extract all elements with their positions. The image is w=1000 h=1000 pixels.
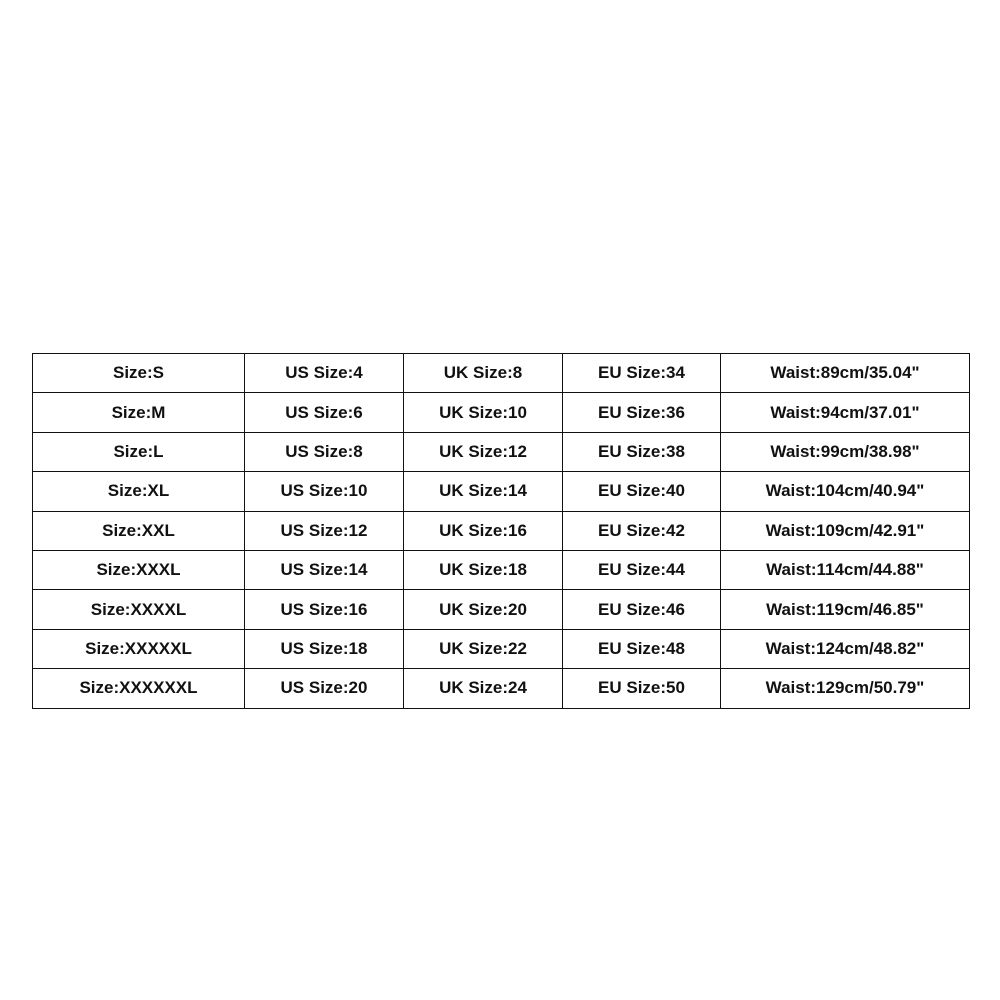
table-row bbox=[33, 629, 970, 668]
us-size-cell: US Size:14 bbox=[245, 550, 404, 589]
size-cell: Size:XXXL bbox=[33, 550, 245, 589]
eu-size-cell: EU Size:38 bbox=[563, 432, 721, 471]
waist-cell: Waist:114cm/44.88" bbox=[721, 550, 970, 589]
eu-size-cell: EU Size:46 bbox=[563, 590, 721, 629]
waist-cell: Waist:124cm/48.82" bbox=[721, 629, 970, 668]
size-cell: Size:M bbox=[33, 393, 245, 432]
eu-size-cell: EU Size:34 bbox=[563, 354, 721, 393]
us-size-cell: US Size:8 bbox=[245, 432, 404, 471]
table-row bbox=[33, 511, 970, 550]
uk-size-cell: UK Size:10 bbox=[404, 393, 563, 432]
size-cell: Size:XXXXXL bbox=[33, 629, 245, 668]
eu-size-cell: EU Size:44 bbox=[563, 550, 721, 589]
size-cell: Size:XL bbox=[33, 472, 245, 511]
size-cell: Size:XXXXL bbox=[33, 590, 245, 629]
waist-cell: Waist:94cm/37.01" bbox=[721, 393, 970, 432]
table-row bbox=[33, 669, 970, 708]
size-cell: Size:L bbox=[33, 432, 245, 471]
table-row bbox=[33, 472, 970, 511]
waist-cell: Waist:129cm/50.79" bbox=[721, 669, 970, 708]
table-row bbox=[33, 432, 970, 471]
uk-size-cell: UK Size:24 bbox=[404, 669, 563, 708]
waist-cell: Waist:109cm/42.91" bbox=[721, 511, 970, 550]
waist-cell: Waist:89cm/35.04" bbox=[721, 354, 970, 393]
us-size-cell: US Size:18 bbox=[245, 629, 404, 668]
uk-size-cell: UK Size:20 bbox=[404, 590, 563, 629]
size-cell: Size:S bbox=[33, 354, 245, 393]
uk-size-cell: UK Size:18 bbox=[404, 550, 563, 589]
eu-size-cell: EU Size:48 bbox=[563, 629, 721, 668]
size-chart-table bbox=[32, 353, 970, 709]
uk-size-cell: UK Size:8 bbox=[404, 354, 563, 393]
table-row bbox=[33, 393, 970, 432]
eu-size-cell: EU Size:50 bbox=[563, 669, 721, 708]
table-row bbox=[33, 590, 970, 629]
waist-cell: Waist:104cm/40.94" bbox=[721, 472, 970, 511]
us-size-cell: US Size:10 bbox=[245, 472, 404, 511]
uk-size-cell: UK Size:22 bbox=[404, 629, 563, 668]
waist-cell: Waist:119cm/46.85" bbox=[721, 590, 970, 629]
uk-size-cell: UK Size:16 bbox=[404, 511, 563, 550]
size-cell: Size:XXL bbox=[33, 511, 245, 550]
size-chart-body bbox=[33, 354, 970, 709]
table-row bbox=[33, 354, 970, 393]
eu-size-cell: EU Size:40 bbox=[563, 472, 721, 511]
waist-cell: Waist:99cm/38.98" bbox=[721, 432, 970, 471]
size-cell: Size:XXXXXXL bbox=[33, 669, 245, 708]
us-size-cell: US Size:12 bbox=[245, 511, 404, 550]
uk-size-cell: UK Size:12 bbox=[404, 432, 563, 471]
eu-size-cell: EU Size:36 bbox=[563, 393, 721, 432]
us-size-cell: US Size:6 bbox=[245, 393, 404, 432]
eu-size-cell: EU Size:42 bbox=[563, 511, 721, 550]
table-row bbox=[33, 550, 970, 589]
us-size-cell: US Size:20 bbox=[245, 669, 404, 708]
uk-size-cell: UK Size:14 bbox=[404, 472, 563, 511]
us-size-cell: US Size:16 bbox=[245, 590, 404, 629]
us-size-cell: US Size:4 bbox=[245, 354, 404, 393]
